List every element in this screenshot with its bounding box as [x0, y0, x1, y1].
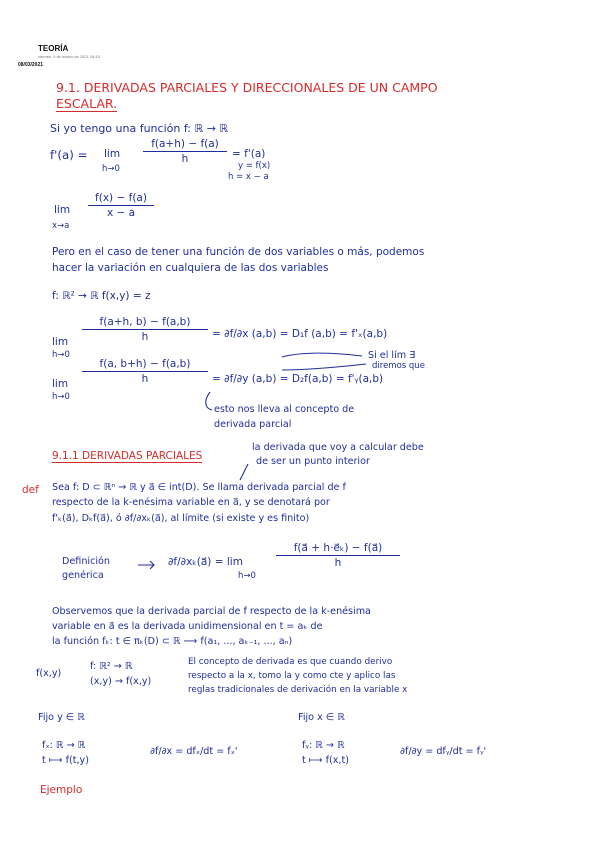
alt-denominator: x − a [106, 207, 136, 219]
note-concept-line2: derivada parcial [214, 419, 292, 430]
rhs-derivative: = f'(a) [232, 148, 266, 160]
section-title-line2: ESCALAR. [56, 96, 118, 111]
subsection-title: 9.1.1 DERIVADAS PARCIALES [52, 450, 203, 462]
arrow-to-dyf [282, 364, 366, 370]
example-heading: Ejemplo [40, 784, 83, 796]
lim1-word: lim [52, 336, 69, 348]
alt-numerator: f(x) − f(a) [95, 192, 147, 204]
generic-lim-sub: h→0 [238, 571, 256, 581]
difference-quotient [143, 138, 227, 165]
definition-line1: Sea f: D ⊂ ℝⁿ → ℝ y a⃗ ∈ int(D). Se llama derivada parcial de f [52, 482, 346, 493]
multi-intro-line2: hacer la variación en cualquiera de las dos variables [52, 262, 329, 274]
lim2-word: lim [52, 378, 69, 390]
fix-x-label: Fijo x ∈ ℝ [298, 712, 345, 723]
generic-label-line2: genérica [62, 570, 104, 581]
lim2-denominator: h [141, 373, 149, 385]
lim1-numerator: f(a+h, b) − f(a,b) [99, 316, 191, 328]
observation-line1: Observemos que la derivada parcial de f respecto de la k-enésima [52, 606, 371, 617]
alt-fraction-bar [88, 205, 154, 206]
definition-line2: respecto de la k-enésima variable en a⃗, y se denotará por [52, 497, 330, 508]
definition-line3: f'ₖ(a⃗), Dₖf(a⃗), ó ∂f/∂xₖ(a⃗), al límite (si existe y es finito) [52, 513, 310, 524]
fx-map-line2: t ⟼ f(t,y) [42, 755, 89, 766]
lim2-quotient [82, 358, 208, 385]
lim2-subscript: h→0 [52, 392, 70, 402]
rhs-substitution: h = x − a [228, 172, 269, 182]
fix-y-label: Fijo y ∈ ℝ [38, 712, 85, 723]
note-concept-line1: esto nos lleva al concepto de [214, 404, 355, 415]
fy-derivative-eq: ∂f/∂y = dfᵧ/dt = fᵧ' [400, 746, 487, 757]
concept-line1: El concepto de derivada es que cuando derivo [188, 657, 393, 667]
arrow-to-interior-note [240, 464, 248, 480]
lim2-bar [82, 371, 208, 372]
lim2-numerator: f(a, b+h) − f(a,b) [99, 358, 191, 370]
generic-lhs: ∂f/∂xₖ(a⃗) = lim [168, 556, 243, 568]
quotient-numerator: f(a+h) − f(a) [151, 138, 219, 150]
alt-lim-word: lim [54, 204, 71, 216]
intro-line: Si yo tengo una función f: ℝ → ℝ [50, 122, 229, 135]
rhs-function: y = f(x) [238, 161, 271, 171]
interior-note-line1: la derivada que voy a calcular debe [252, 442, 424, 453]
generic-numerator: f(a⃗ + h·e⃗ₖ) − f(a⃗) [293, 542, 383, 554]
definition-marker: def [22, 484, 39, 496]
note-diremos: diremos que [372, 361, 425, 371]
fxy-label: f(x,y) [36, 668, 62, 679]
alt-lim-subscript: x→a [52, 221, 70, 231]
page-title: TEORÍA [38, 44, 69, 53]
lim-word: lim [104, 148, 121, 160]
fy-map-line1: fᵧ: ℝ → ℝ [302, 740, 345, 751]
lim1-denominator: h [141, 331, 149, 343]
function-def: f: ℝ² → ℝ f(x,y) = z [52, 290, 151, 302]
generic-bar [276, 555, 400, 556]
note-limit-exists: Si el lím ∃ [368, 350, 416, 361]
arrow-to-dxf [282, 353, 362, 357]
observation-line2: variable en a⃗ es la derivada unidimensional en t = aₖ de [52, 621, 323, 632]
map-line2: (x,y) → f(x,y) [90, 676, 152, 687]
alt-quotient [88, 192, 154, 219]
generic-quotient [276, 542, 400, 569]
page-meta: viernes, 9 de marzo de 2021 18:43 [38, 54, 100, 59]
arrow-to-generic [138, 561, 154, 569]
concept-line2: respecto a la x, tomo la y como cte y aplico las [188, 671, 396, 681]
quotient-denominator: h [181, 153, 189, 165]
interior-note-line2: de ser un punto interior [256, 456, 370, 467]
fraction-bar [143, 151, 227, 152]
lim-subscript: h→0 [102, 164, 120, 174]
lim1-bar [82, 329, 208, 330]
lim1-quotient [82, 316, 208, 343]
page-date: 08/03/2021 [18, 62, 44, 68]
concept-line3: reglas tradicionales de derivación en la variable x [188, 685, 408, 695]
fy-map-line2: t ⟼ f(x,t) [302, 755, 349, 766]
generic-label-line1: Definición [62, 556, 110, 567]
fx-map-line1: fₓ: ℝ → ℝ [42, 740, 86, 751]
section-title-line1: 9.1. DERIVADAS PARCIALES Y DIRECCIONALES DE UN CAMPO [56, 80, 438, 95]
derivative-lhs: f'(a) = [50, 148, 88, 162]
lim2-rhs: = ∂f/∂y (a,b) = D₂f(a,b) = f'ᵧ(a,b) [212, 373, 384, 385]
multi-intro-line1: Pero en el caso de tener una función de dos variables o más, podemos [52, 246, 425, 258]
map-line1: f: ℝ² → ℝ [90, 661, 133, 672]
lim1-subscript: h→0 [52, 350, 70, 360]
observation-line3: la función fₖ: t ∈ πₖ(D) ⊂ ℝ ⟶ f(a₁, ..., aₖ₋₁, ..., aₙ) [52, 636, 293, 647]
fx-derivative-eq: ∂f/∂x = dfₓ/dt = fₓ' [150, 746, 238, 757]
generic-denominator: h [334, 557, 342, 569]
lim1-rhs: = ∂f/∂x (a,b) = D₁f (a,b) = f'ₓ(a,b) [212, 328, 388, 340]
arrow-to-concept [206, 392, 212, 410]
